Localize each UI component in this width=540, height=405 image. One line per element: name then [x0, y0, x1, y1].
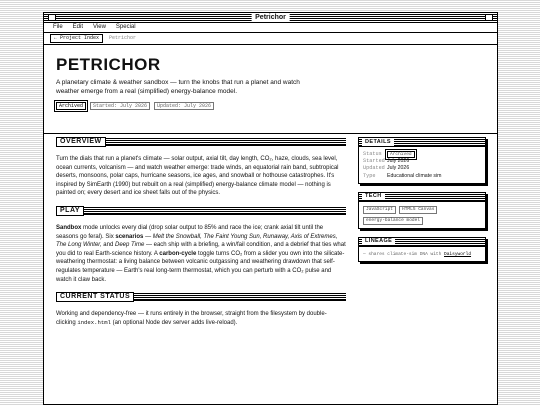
- lineage-card: [358, 237, 486, 262]
- main-column: [56, 137, 346, 335]
- tech-card: [358, 192, 486, 229]
- detail-value: Educational climate sim: [387, 172, 442, 179]
- close-box-icon[interactable]: [48, 14, 56, 21]
- header-stripes: [134, 293, 346, 301]
- play-text-2: — each ship with a briefing, a win/fail condition, and a debrief that ties what you did to real Earth-science history. A: [56, 242, 346, 257]
- status-text: [56, 310, 346, 327]
- detail-key: Type: [363, 172, 376, 179]
- page-title: PETRICHOR: [56, 55, 161, 74]
- header-stripes: [106, 138, 346, 146]
- detail-row: [363, 158, 481, 165]
- status-badge: Archived: [56, 102, 86, 110]
- breadcrumb-current: Petrichor: [109, 35, 137, 41]
- status-pill: Archived: [387, 151, 415, 158]
- details-heading: DETAILS: [362, 139, 394, 146]
- breadcrumb: [44, 33, 497, 45]
- deep-time: Deep Time: [115, 242, 145, 249]
- index-html-code: index.html: [77, 318, 111, 326]
- lineage-body: [359, 247, 485, 261]
- play-and: and: [101, 242, 115, 249]
- carbon-cycle-label: carbon-cycle: [159, 250, 197, 257]
- status-heading: CURRENT STATUS: [56, 292, 134, 302]
- daisyworld-link[interactable]: Daisyworld: [444, 251, 472, 257]
- sidebar: [358, 137, 486, 270]
- play-header: [56, 206, 346, 216]
- tech-chip: energy-balance model: [363, 217, 423, 225]
- status-text-b: (an optional Node dev server adds live-reload).: [110, 319, 238, 326]
- overview-header: [56, 137, 346, 147]
- scenarios-list: Melt the Snowball, The Faint Young Sun, Runaway, Axis of Extremes, The Long Winter,: [56, 233, 338, 249]
- project-index-link[interactable]: ← Project Index: [50, 34, 103, 43]
- detail-row: [363, 173, 481, 180]
- tech-chip: HTML5 Canvas: [399, 206, 437, 214]
- header-stripes: [84, 207, 346, 215]
- status-text-a: Working and dependency-free — it runs entirely in the browser, straight from the filesystem by double-clicking: [56, 311, 327, 326]
- menu-special[interactable]: Special: [115, 24, 136, 30]
- play-text: [56, 224, 346, 284]
- window-title: Petrichor: [251, 13, 290, 22]
- scenarios-label: scenarios: [115, 233, 144, 240]
- lineage-heading: LINEAGE: [362, 238, 395, 245]
- play-text-1: mode unlocks every dial (drop solar output to 85% and race the ice; crank axial tilt until the seasons go feral). Six: [56, 224, 324, 240]
- lineage-prefix: — shares climate-sim DNA with: [363, 251, 445, 257]
- detail-value: July 2026: [387, 165, 410, 172]
- tech-chip: JavaScript: [363, 206, 396, 214]
- tech-heading: TECH: [362, 193, 385, 200]
- menu-edit[interactable]: Edit: [72, 24, 84, 30]
- menu-view[interactable]: View: [93, 24, 106, 30]
- details-body: [359, 147, 485, 183]
- page-subtitle: A planetary climate & weather sandbox — turn the knobs that run a planet and watch weather emerge from a real (simplified) energy-balance model.: [56, 79, 300, 95]
- detail-row: [363, 165, 481, 172]
- overview-text: Turn the dials that run a planet's climate — solar output, axial tilt, day length, CO₂, haze, clouds, sea level, ocean currents, volcanism — and watch weather emerge: trade winds, an equatorial rain band, subtropical deserts, monsoons, polar caps, hurricane seasons, ice ages, and snowball or hothouse catastrophes. It's inspired by SimEarth (1990) but rebuilt on a real (simplified) energy-balance climate model — nothing is painted on; every desert and ice sheet falls out of the physics.: [56, 156, 339, 197]
- detail-row: [363, 151, 481, 158]
- overview-heading: OVERVIEW: [56, 137, 106, 147]
- menu-file[interactable]: File: [53, 24, 63, 30]
- play-sep: —: [143, 233, 153, 240]
- detail-key: Updated: [363, 165, 385, 172]
- updated-badge: Updated: July 2026: [154, 102, 214, 110]
- detail-value: July 2026: [387, 158, 410, 165]
- zoom-box-icon[interactable]: [485, 14, 493, 21]
- tech-card-header: [359, 193, 485, 202]
- tech-chips: [363, 206, 481, 225]
- play-text-3: toggle turns CO₂ from a slider you own into the silicate-weathering thermostat: a living balance between volcanic outgassing and weathering drawdown that self-regulates temperature — Earth's real long-term thermostat, which you can perturb with a CO₂ pulse and watch it claw back.: [56, 250, 345, 283]
- play-heading: PLAY: [56, 206, 84, 216]
- app-window: [43, 12, 498, 405]
- lineage-text: [363, 252, 471, 257]
- lineage-card-header: [359, 238, 485, 247]
- started-badge: Started: July 2026: [90, 102, 150, 110]
- hero-section: [44, 45, 497, 134]
- tag-row: [56, 102, 485, 110]
- tech-body: [359, 202, 485, 228]
- sandbox-label: Sandbox: [56, 224, 82, 231]
- detail-key: Started: [363, 158, 385, 165]
- detail-key: Status: [363, 151, 382, 157]
- status-header: [56, 292, 346, 302]
- menu-bar: [44, 23, 497, 33]
- window-titlebar[interactable]: [44, 13, 497, 23]
- details-card: [358, 137, 486, 184]
- details-card-header: [359, 138, 485, 147]
